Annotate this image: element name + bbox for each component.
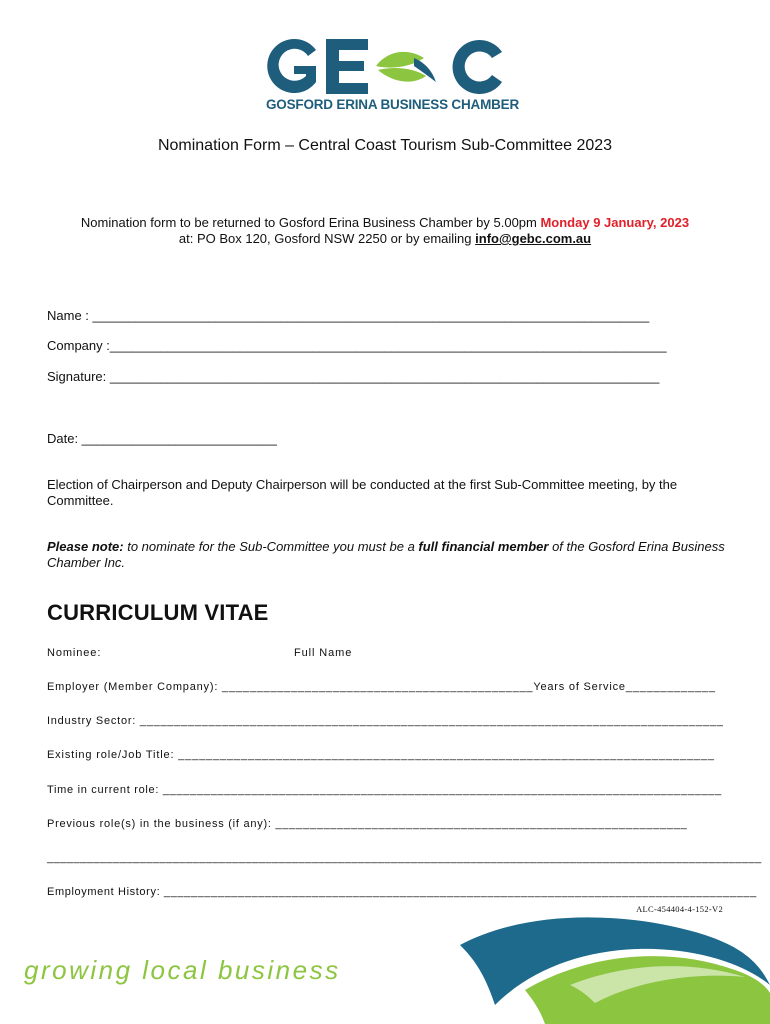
return-instructions-line2: [0, 231, 770, 246]
tagline: growing local business: [24, 955, 341, 985]
full-name-label[interactable]: Full Name: [294, 647, 353, 659]
election-text: Election of Chairperson and Deputy Chairperson will be conducted at the first Sub-Committee meeting, by the Committee.: [47, 477, 678, 508]
industry-sector-field[interactable]: Industry Sector: _____________________________________________________________________________________: [47, 715, 724, 727]
note-emphasis: full financial member: [418, 539, 549, 554]
gebc-logo-mark: [264, 36, 508, 98]
email-link[interactable]: info@gebc.com.au: [475, 231, 592, 246]
return-text: Nomination form to be returned to Gosford Erina Business Chamber by 5.00pm: [80, 215, 541, 230]
date-field[interactable]: Date: ___________________________: [47, 431, 277, 446]
logo-subtitle: GOSFORD ERINA BUSINESS CHAMBER: [266, 97, 520, 112]
form-title: Nomination Form – Central Coast Tourism Sub-Committee 2023: [157, 137, 613, 154]
cv-heading: CURRICULUM VITAE: [47, 600, 269, 625]
name-field[interactable]: Name : _____________________________________________________________________________: [47, 308, 650, 323]
job-title-field[interactable]: Existing role/Job Title: _____________________________________________________________________________: [47, 749, 715, 761]
return-instructions-line1: [0, 215, 770, 230]
document-id: ALC-454404-4-152-V2: [636, 904, 723, 914]
employer-field[interactable]: Employer (Member Company): _____________________________________________Years of Service_____________: [47, 681, 716, 693]
company-field[interactable]: Company :_____________________________________________________________________________: [47, 338, 667, 353]
time-in-role-field[interactable]: Time in current role: __________________________________________________________________________________: [47, 784, 722, 796]
deadline: Monday 9 January, 2023: [540, 215, 690, 230]
wave-swoosh-graphic: [455, 915, 770, 1024]
nominee-label: Nominee:: [47, 647, 102, 659]
return-address: at: PO Box 120, Gosford NSW 2250 or by emailing: [178, 231, 476, 246]
signature-field[interactable]: Signature: ____________________________________________________________________________: [47, 369, 660, 384]
blank-line-field[interactable]: ____________________________________________________________________________________________________________: [47, 852, 762, 864]
please-note: Please note: to nominate for the Sub-Committee you must be a full financial member of the Gosford Erina Business Chamber Inc.: [47, 539, 725, 570]
previous-roles-field[interactable]: Previous role(s) in the business (if any): ____________________________________________________________: [47, 818, 688, 830]
note-label: Please note:: [47, 539, 124, 554]
employment-history-field[interactable]: Employment History: ________________________________________________________________________________________: [47, 886, 757, 898]
